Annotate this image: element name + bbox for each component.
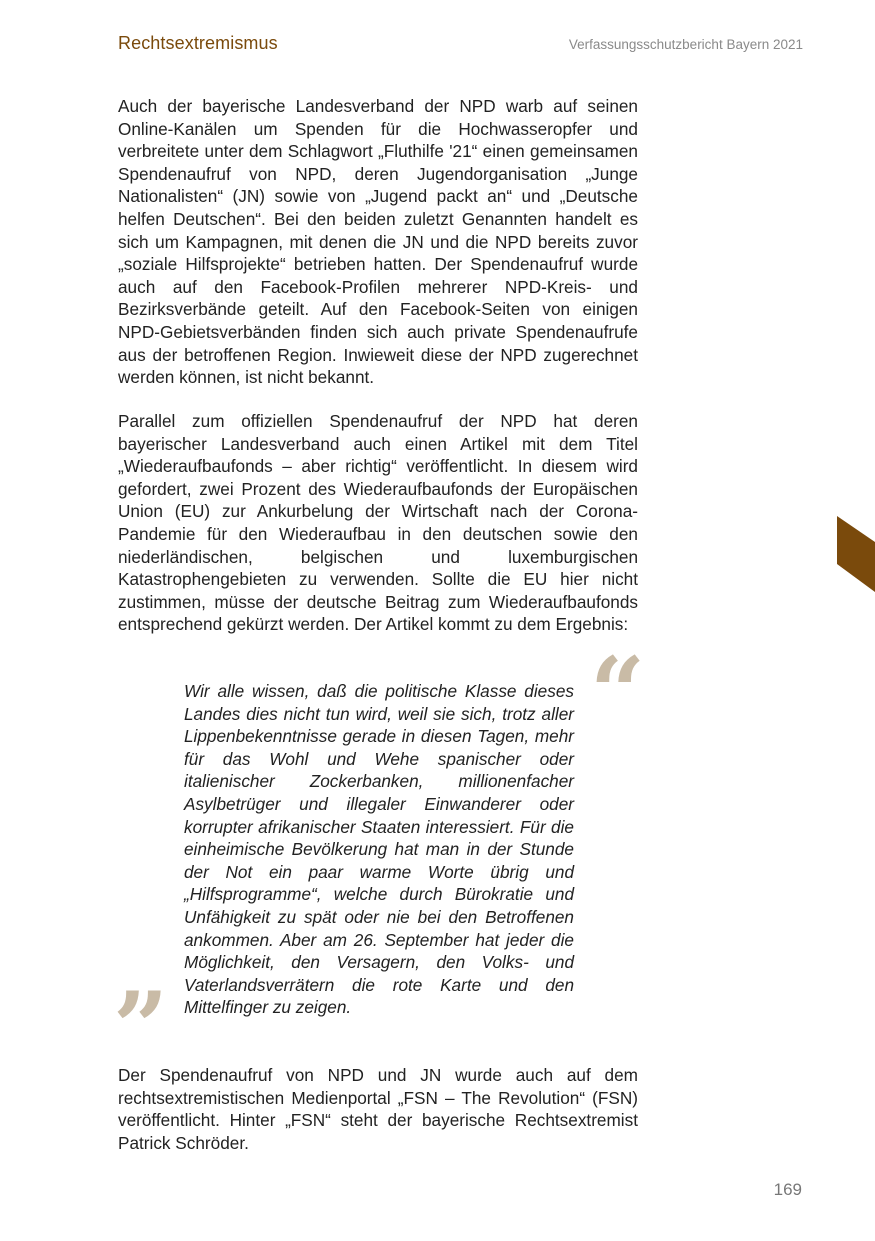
chapter-tab-marker <box>837 516 875 592</box>
report-title: Verfassungsschutzbericht Bayern 2021 <box>568 37 803 52</box>
close-quote-icon: ” <box>113 971 169 1084</box>
quote-text: Wir alle wissen, daß die politische Klasse dieses Landes dies nicht tun wird, weil sie sich, trotz aller Lippenbekenntnisse gerade in diesen Tagen, mehr für das Wohl und Wehe spanischer oder italienischer Zockerbanken, millionenfacher Asylbetrüger und illegaler Einwanderer oder korrupter afrikanischer Staaten interessiert. Für die einheimische Bevölkerung hat man in der Stunde der Not ein paar warme Worte übrig und „Hilfsprogramme“, welche durch Bürokratie und Unfähigkeit zu spät oder nie bei den Betroffenen ankommen. Aber am 26. September hat jeder die Möglichkeit, den Versagern, den Volks- und Vaterlandsverrätern die rote Karte und den Mittelfinger zu zeigen. <box>184 681 574 1018</box>
open-quote-icon: “ <box>590 636 646 749</box>
section-title: Rechtsextremismus <box>118 33 278 53</box>
paragraph-1: Auch der bayerische Landesverband der NPD warb auf seinen Online-Kanälen um Spenden für die Hochwasseropfer und verbreitete unter dem Schlagwort „Fluthilfe '21“ einen gemeinsamen Spendenaufruf von NPD, deren Jugendorganisation „Junge Nationalisten“ (JN) sowie von „Jugend packt an“ und „Deutsche helfen Deutschen“. Bei den beiden zuletzt Genannten handelt es sich um Kampagnen, mit denen die JN und die NPD bereits zuvor „soziale Hilfsprojekte“ betrieben hatten. Der Spendenaufruf wurde auch auf den Facebook-Profilen mehrerer NPD-Kreis- und Bezirksverbände geteilt. Auf den Facebook-Seiten von einigen NPD-Gebietsverbänden finden sich auch private Spendenaufrufe aus der betroffenen Region. Inwieweit diese der NPD zugerechnet werden können, ist nicht bekannt. <box>118 96 638 388</box>
paragraph-3: Der Spendenaufruf von NPD und JN wurde auch auf dem rechtsextremistischen Medienportal „FSN – The Revolution“ (FSN) veröffentlicht. Hinter „FSN“ steht der bayerische Rechtsextremist Patrick Schröder. <box>118 1065 638 1153</box>
paragraph-2: Parallel zum offiziellen Spendenaufruf der NPD hat deren bayerischer Landesverband auch einen Artikel mit dem Titel „Wiederaufbaufonds – aber richtig“ veröffentlicht. In diesem wird gefordert, zwei Prozent des Wiederaufbaufonds der Europäischen Union (EU) zur Ankurbelung der Wirtschaft nach der Corona-Pandemie für den Wiederaufbau in den deutschen sowie den niederländischen, belgischen und luxemburgischen Katastrophengebieten zu verwenden. Sollte die EU hier nicht zustimmen, müsse der deutsche Beitrag zum Wiederaufbaufonds entsprechend gekürzt werden. Der Artikel kommt zu dem Ergebnis: <box>118 411 638 635</box>
page-number: 169 <box>773 1180 802 1199</box>
